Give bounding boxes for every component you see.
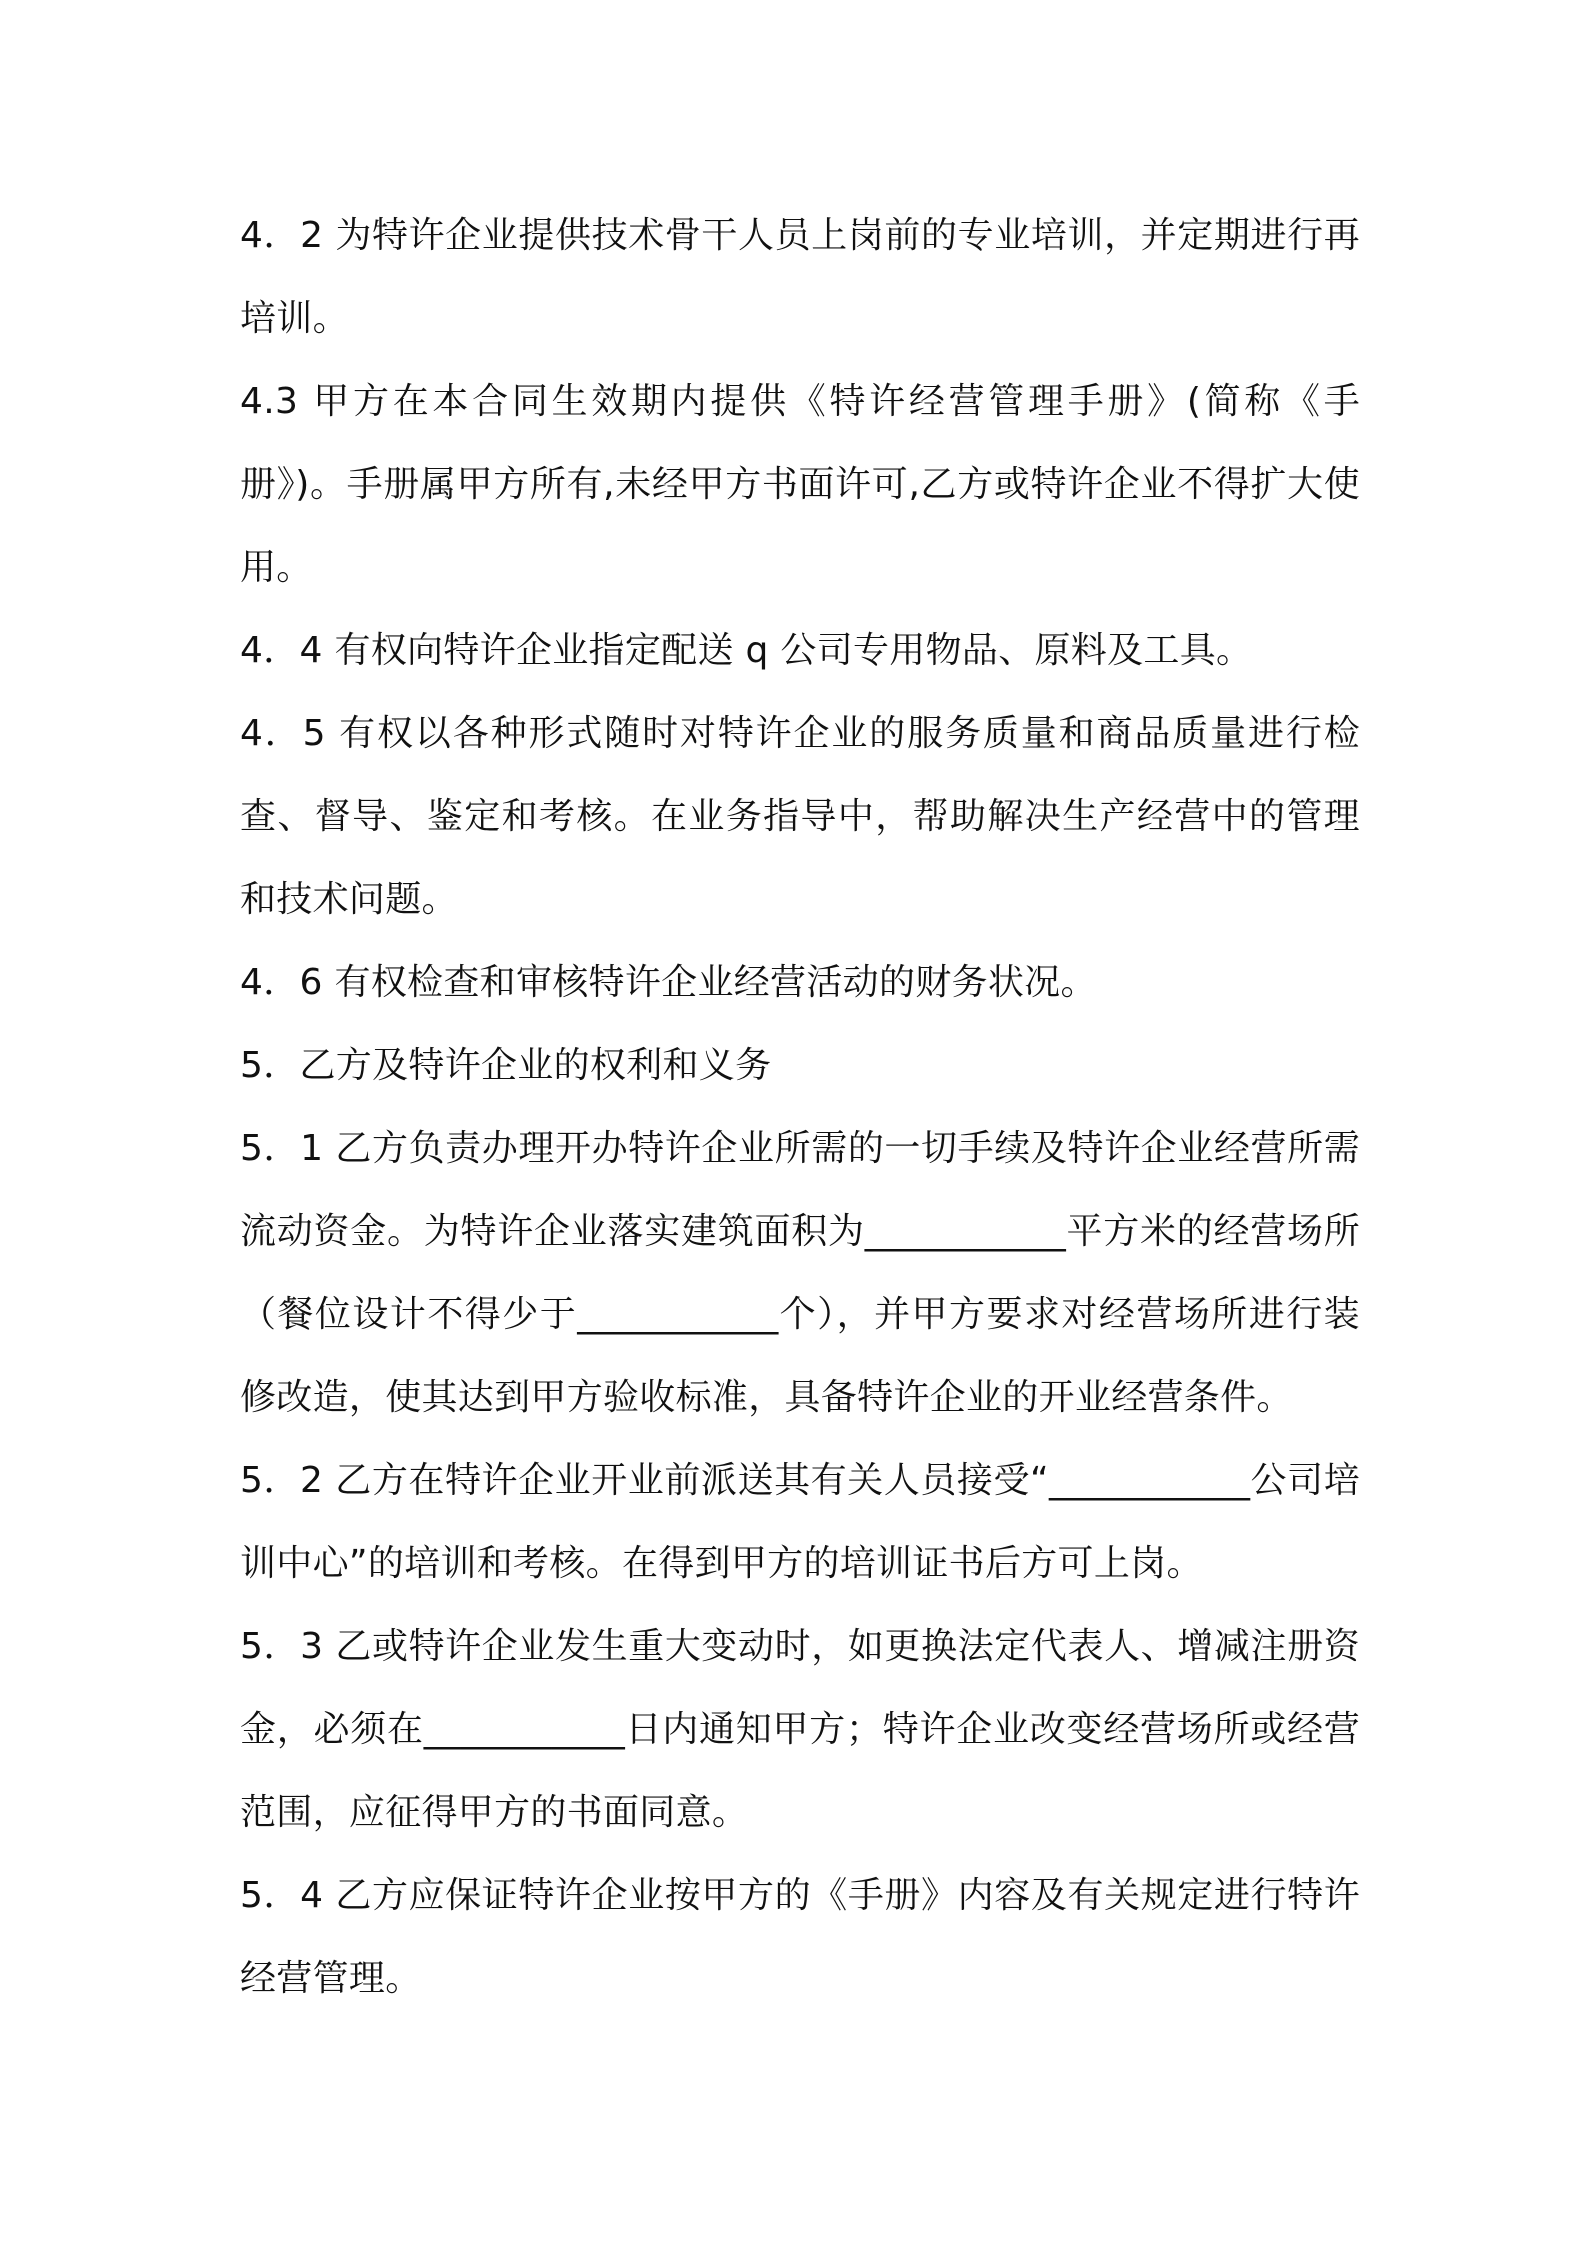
clause-4-6: 4．6 有权检查和审核特许企业经营活动的财务状况。 [240, 962, 1097, 1003]
document-body [240, 194, 1360, 2020]
clause-4-5: 4．5 有权以各种形式随时对特许企业的服务质量和商品质量进行检查、督导、鉴定和考核。在业务指导中，帮助解决生产经营中的管理和技术问题。 [240, 713, 1360, 920]
clause-5-2: 5．2 乙方在特许企业开业前派送其有关人员接受“___________公司培训中心”的培训和考核。在得到甲方的培训证书后方可上岗。 [240, 1460, 1360, 1584]
section-5-heading: 5．乙方及特许企业的权利和义务 [240, 1045, 772, 1086]
clause-4-2: 4．2 为特许企业提供技术骨干人员上岗前的专业培训，并定期进行再培训。 [240, 215, 1360, 339]
clause-4-4: 4．4 有权向特许企业指定配送 q 公司专用物品、原料及工具。 [240, 630, 1253, 671]
clause-5-4: 5．4 乙方应保证特许企业按甲方的《手册》内容及有关规定进行特许经营管理。 [240, 1875, 1360, 1999]
clause-5-3: 5．3 乙或特许企业发生重大变动时，如更换法定代表人、增减注册资金，必须在___________日内通知甲方；特许企业改变经营场所或经营范围，应征得甲方的书面同意。 [240, 1626, 1360, 1833]
clause-4-3: 4.3 甲方在本合同生效期内提供《特许经营管理手册》(简称《手册》)。手册属甲方所有,未经甲方书面许可,乙方或特许企业不得扩大使用。 [240, 381, 1360, 588]
clause-5-1: 5．1 乙方负责办理开办特许企业所需的一切手续及特许企业经营所需流动资金。为特许企业落实建筑面积为___________平方米的经营场所（餐位设计不得少于___________个），并甲方要求对经营场所进行装修改造，使其达到甲方验收标准，具备特许企业的开业经营条件。 [240, 1128, 1360, 1418]
